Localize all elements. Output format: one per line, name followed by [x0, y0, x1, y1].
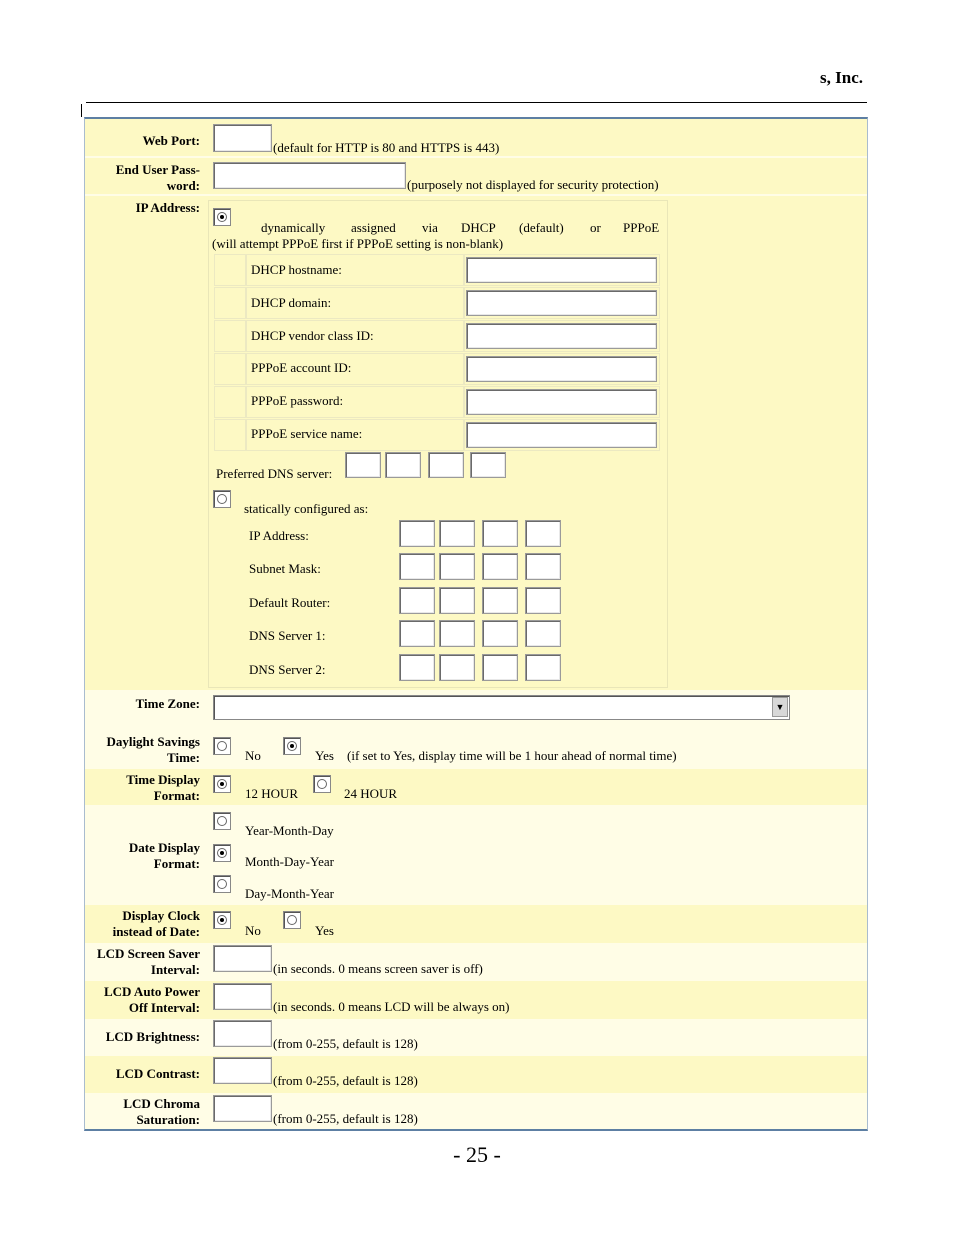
- dhcp-hostname-input[interactable]: [466, 257, 657, 283]
- dns-server-2-octet-1[interactable]: [399, 654, 435, 681]
- subnet-mask-octet-3[interactable]: [482, 553, 518, 580]
- dhcp-domain-label: DHCP domain:: [251, 295, 332, 310]
- pppoe-password-label: PPPoE password:: [251, 393, 344, 408]
- chevron-down-icon[interactable]: ▼: [772, 697, 788, 717]
- radio-button-selected-icon[interactable]: [283, 737, 301, 755]
- preferred-dns-label: Preferred DNS server:: [216, 466, 333, 481]
- dhcp-spacer-cell: [214, 254, 246, 286]
- web-port-input[interactable]: [213, 124, 272, 152]
- radio-button-icon[interactable]: [283, 911, 301, 929]
- static-ip-octet-1[interactable]: [399, 520, 435, 547]
- dhcp-spacer-cell: [214, 353, 246, 385]
- default-router-label: Default Router:: [249, 595, 331, 610]
- radio-button-selected-icon[interactable]: [213, 911, 231, 929]
- dhcp-word-6: or: [590, 220, 601, 235]
- time-format-label-1: Time Display: [126, 772, 200, 787]
- dhcp-vendor-class-input[interactable]: [466, 323, 657, 349]
- chroma-input[interactable]: [213, 1095, 272, 1122]
- password-label-2: word:: [166, 178, 200, 193]
- dhcp-spacer-cell: [214, 386, 246, 418]
- radio-button-icon[interactable]: [313, 775, 331, 793]
- password-label-1: End User Pass-: [115, 162, 200, 177]
- brightness-label: LCD Brightness:: [105, 1029, 200, 1044]
- chroma-note: (from 0-255, default is 128): [273, 1111, 418, 1126]
- date-format-ymd-label: Year-Month-Day: [245, 823, 334, 838]
- contrast-row: [85, 1056, 867, 1093]
- dhcp-word-1: dynamically: [261, 220, 326, 235]
- brightness-note: (from 0-255, default is 128): [273, 1036, 418, 1051]
- static-ip-label: IP Address:: [249, 528, 309, 543]
- radio-button-selected-icon[interactable]: [213, 775, 231, 793]
- dns-server-1-label: DNS Server 1:: [249, 628, 326, 643]
- date-format-label-2: Format:: [153, 856, 200, 871]
- dns-server-1-octet-3[interactable]: [482, 620, 518, 647]
- time-format-label-2: Format:: [153, 788, 200, 803]
- pppoe-password-input[interactable]: [466, 389, 657, 415]
- pppoe-account-input[interactable]: [466, 356, 657, 382]
- screen-saver-label-1: LCD Screen Saver: [96, 946, 200, 961]
- auto-power-note: (in seconds. 0 means LCD will be always on): [273, 999, 510, 1014]
- dhcp-word-4: DHCP: [461, 220, 496, 235]
- daylight-label-2: Time:: [167, 750, 200, 765]
- date-format-label-1: Date Display: [128, 840, 200, 855]
- dhcp-vendor-class-label: DHCP vendor class ID:: [251, 328, 374, 343]
- contrast-note: (from 0-255, default is 128): [273, 1073, 418, 1088]
- dhcp-word-7: PPPoE: [623, 220, 660, 235]
- daylight-label-1: Daylight Savings: [106, 734, 200, 749]
- dhcp-hostname-label: DHCP hostname:: [251, 262, 342, 277]
- screen-saver-note: (in seconds. 0 means screen saver is off): [273, 961, 483, 976]
- dns-server-2-octet-4[interactable]: [525, 654, 561, 681]
- default-router-octet-4[interactable]: [525, 587, 561, 614]
- web-port-label: Web Port:: [142, 133, 200, 148]
- dns-server-1-octet-2[interactable]: [439, 620, 475, 647]
- dhcp-spacer-cell: [214, 419, 246, 451]
- subnet-mask-octet-2[interactable]: [439, 553, 475, 580]
- dhcp-word-3: via: [422, 220, 438, 235]
- radio-button-icon[interactable]: [213, 490, 231, 508]
- dhcp-spacer-cell: [214, 320, 246, 352]
- settings-form-panel: [84, 117, 868, 1131]
- time-zone-select[interactable]: [213, 695, 790, 720]
- subnet-mask-octet-1[interactable]: [399, 553, 435, 580]
- auto-power-label-1: LCD Auto Power: [103, 984, 200, 999]
- dhcp-note-line2: (will attempt PPPoE first if PPPoE setting is non-blank): [212, 236, 504, 251]
- dhcp-spacer-cell: [214, 287, 246, 319]
- company-name: s, Inc.: [820, 68, 863, 87]
- static-config-label: statically configured as:: [244, 501, 369, 516]
- time-zone-label: Time Zone:: [135, 696, 200, 711]
- daylight-note: (if set to Yes, display time will be 1 hour ahead of normal time): [347, 748, 677, 763]
- dns-server-2-octet-2[interactable]: [439, 654, 475, 681]
- dns-server-2-octet-3[interactable]: [482, 654, 518, 681]
- display-clock-yes-label: Yes: [315, 923, 334, 938]
- static-ip-octet-2[interactable]: [439, 520, 475, 547]
- chroma-label-1: LCD Chroma: [123, 1096, 200, 1111]
- password-input[interactable]: [213, 162, 406, 189]
- preferred-dns-octet-2[interactable]: [385, 452, 421, 478]
- screen-saver-input[interactable]: [213, 945, 272, 972]
- pppoe-account-label: PPPoE account ID:: [251, 360, 352, 375]
- radio-button-icon[interactable]: [213, 737, 231, 755]
- ip-address-label: IP Address:: [135, 200, 200, 215]
- header-rule: [86, 102, 867, 103]
- dns-server-1-octet-4[interactable]: [525, 620, 561, 647]
- radio-button-selected-icon[interactable]: [213, 208, 231, 226]
- preferred-dns-octet-4[interactable]: [470, 452, 506, 478]
- daylight-yes-label: Yes: [315, 748, 334, 763]
- default-router-octet-2[interactable]: [439, 587, 475, 614]
- web-port-note: (default for HTTP is 80 and HTTPS is 443): [273, 140, 500, 155]
- radio-button-selected-icon[interactable]: [213, 844, 231, 862]
- time-format-row: [85, 769, 867, 805]
- radio-button-icon[interactable]: [213, 875, 231, 893]
- subnet-mask-label: Subnet Mask:: [249, 561, 321, 576]
- display-clock-label-1: Display Clock: [122, 908, 200, 923]
- dhcp-domain-input[interactable]: [466, 290, 657, 316]
- dns-server-1-octet-1[interactable]: [399, 620, 435, 647]
- default-router-octet-1[interactable]: [399, 587, 435, 614]
- subnet-mask-octet-4[interactable]: [525, 553, 561, 580]
- pppoe-service-input[interactable]: [466, 422, 657, 448]
- contrast-input[interactable]: [213, 1057, 272, 1084]
- chroma-label-2: Saturation:: [136, 1112, 200, 1127]
- brightness-input[interactable]: [213, 1020, 272, 1047]
- header-tick: [81, 104, 82, 117]
- date-format-dmy-label: Day-Month-Year: [245, 886, 334, 901]
- time-format-24h-label: 24 HOUR: [344, 786, 398, 801]
- dhcp-word-5: (default): [519, 220, 564, 235]
- password-note: (purposely not displayed for security protection): [407, 177, 659, 192]
- preferred-dns-octet-3[interactable]: [428, 452, 464, 478]
- preferred-dns-octet-1[interactable]: [345, 452, 381, 478]
- radio-button-icon[interactable]: [213, 812, 231, 830]
- auto-power-label-2: Off Interval:: [128, 1000, 200, 1015]
- daylight-no-label: No: [245, 748, 261, 763]
- time-format-12h-label: 12 HOUR: [245, 786, 299, 801]
- dhcp-word-2: assigned: [351, 220, 396, 235]
- pppoe-service-label: PPPoE service name:: [251, 426, 363, 441]
- contrast-label: LCD Contrast:: [115, 1066, 200, 1081]
- default-router-octet-3[interactable]: [482, 587, 518, 614]
- display-clock-label-2: instead of Date:: [112, 924, 200, 939]
- static-ip-octet-3[interactable]: [482, 520, 518, 547]
- page-number: - 25 -: [453, 1142, 501, 1167]
- date-format-mdy-label: Month-Day-Year: [245, 854, 334, 869]
- static-ip-octet-4[interactable]: [525, 520, 561, 547]
- auto-power-input[interactable]: [213, 983, 272, 1010]
- display-clock-no-label: No: [245, 923, 261, 938]
- screen-saver-label-2: Interval:: [150, 962, 200, 977]
- dns-server-2-label: DNS Server 2:: [249, 662, 326, 677]
- display-clock-row: [85, 905, 867, 943]
